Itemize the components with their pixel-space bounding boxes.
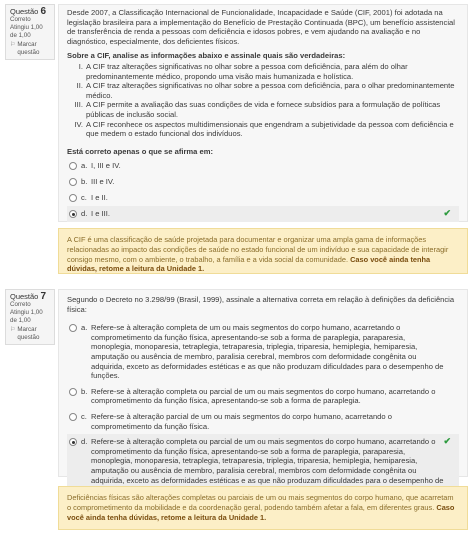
flag-icon: ⚐ (10, 327, 16, 333)
answer-option-c[interactable] (67, 190, 459, 206)
question-intro: Segundo o Decreto no 3.298/99 (Brasil, 1999), assinale a alternativa correta em relação à definições da deficiência física: (67, 295, 455, 314)
option-text: I e III. (91, 209, 110, 219)
question-number-value: 7 (40, 291, 47, 302)
question-stem: Está correto apenas o que se afirma em: (67, 146, 214, 156)
statement-number: III. (74, 100, 83, 110)
statement-text: A CIF permite a avaliação das suas condições de vida e fornece subsídios para a formulação de políticas públicas de inclusão social. (86, 100, 441, 119)
question-content (58, 289, 468, 485)
option-text: Refere-se à alteração completa ou parcial de um ou mais segmentos do corpo humano, acarretando o comprometimento da função física, apresentando-se sob a forma de paraplegia. (91, 386, 436, 406)
option-letter: c. (81, 411, 87, 421)
statement-item (67, 100, 459, 119)
answer-option-a[interactable] (67, 320, 459, 384)
radio-button-selected[interactable] (69, 438, 77, 446)
question-prompt: Sobre a CIF, analise as informações abaixo e assinale quais são verdadeiras: (67, 51, 346, 61)
feedback-text: A CIF é uma classificação de saúde projetada para documentar e organizar uma ampla gama de informações relacionadas ao impacto das condições de saúde no estado funcional de um indivíduo e sua capacidade de interagir consigo mesmo, com o ambiente, o trabalho, a família e a vida social da comunidade. (67, 235, 449, 264)
feedback-box (58, 228, 468, 274)
question-label: Questão (10, 7, 39, 16)
option-text: I, III e IV. (91, 161, 121, 171)
question-score: Atingiu 1,00 de 1,00 (10, 24, 43, 39)
question-info (5, 4, 55, 60)
statement-item (67, 120, 459, 139)
flag-question-link[interactable] (10, 326, 50, 342)
flag-question-link[interactable] (10, 41, 50, 57)
feedback-emphasis: Caso você ainda tenha dúvidas, retome a leitura da Unidade 1. (67, 254, 431, 274)
question-number-value: 6 (40, 6, 47, 17)
option-letter: b. (81, 386, 88, 396)
option-letter: d. (81, 209, 88, 219)
question-label: Questão (10, 292, 39, 301)
option-text: Refere-se à alteração completa de um ou mais segmentos do corpo humano, acarretando o comprometimento da função física, apresentando-se sob a forma de paraplegia, paraparesia, monoplegia, monoparesia, tetraplegia, tetraparesia, triplegia, triparesia, hemiplegia, hemiparesia, amputação ou ausência de membro, paralisia cerebral, membros com deformidade congênita ou adquirida, exceto as deformidades estéticas e as que não produzam dificuldades para o desempenho de funções. (91, 323, 444, 381)
option-letter: c. (81, 193, 87, 203)
option-letter: a. (81, 161, 88, 171)
option-text: Refere-se à alteração parcial de um ou mais segmentos do corpo humano, acarretando o comprometimento da função física. (91, 411, 392, 431)
statement-number: II. (76, 81, 83, 91)
feedback-text: Deficiências físicas são alterações completas ou parciais de um ou mais segmentos do corpo humano, que acarretam o comprometimento da mobilidade e da coordenação geral, podendo também afetar a fala, em diferentes graus. (67, 493, 454, 512)
statement-text: A CIF traz alterações significativas no olhar sobre a pessoa com deficiência, para o olhar predominantemente médico. (86, 81, 455, 100)
answer-option-b[interactable] (67, 174, 459, 190)
question-number (10, 8, 50, 16)
correct-check-icon: ✔ (443, 208, 451, 219)
option-letter: b. (81, 177, 88, 187)
option-letter: a. (81, 323, 88, 333)
statement-item (67, 62, 459, 81)
feedback-box (58, 486, 468, 530)
radio-button-selected[interactable] (69, 210, 77, 218)
flag-icon: ⚐ (10, 42, 16, 48)
answer-option-c[interactable] (67, 409, 459, 434)
question-intro: Desde 2007, a Classificação Internacional de Funcionalidade, Incapacidade e Saúde (CIF, 2001) foi adotada na legislação brasileira para a implementação do Benefício de Prestação Continuada (BPC), um benefício assistencial de transferência de renda a pessoas com deficiência e idosos pobres, e vem ajudando na avaliação e no diagnóstico, especialmente, dos deficientes físicos. (67, 8, 455, 46)
radio-button[interactable] (69, 413, 77, 421)
question-status: Correto (10, 301, 31, 308)
flag-label: Marcar questão (17, 326, 40, 341)
answer-option-d[interactable] (67, 206, 459, 222)
question-content (58, 4, 468, 222)
question-info (5, 289, 55, 345)
radio-button[interactable] (69, 324, 77, 332)
radio-button[interactable] (69, 388, 77, 396)
statement-text: A CIF reconhece os aspectos multidimensionais que engendram a subjetividade da pessoa com deficiência e que medem o estado funcional dos indivíduos. (86, 119, 454, 139)
statement-number: I. (78, 61, 83, 71)
statement-list (67, 62, 459, 139)
answer-option-b[interactable] (67, 384, 459, 409)
answer-option-a[interactable] (67, 158, 459, 174)
statement-text: A CIF traz alterações significativas no olhar sobre a pessoa com deficiência, para além do olhar predominantemente médico, propondo uma visão mais humanizada e holística. (86, 61, 408, 81)
feedback-emphasis: Caso você ainda tenha dúvidas, retome a leitura da Unidade 1. (67, 502, 455, 522)
radio-button[interactable] (69, 162, 77, 170)
question-status: Correto (10, 16, 31, 23)
question-number (10, 293, 50, 301)
radio-button[interactable] (69, 178, 77, 186)
radio-button[interactable] (69, 194, 77, 202)
flag-label: Marcar questão (17, 41, 40, 56)
correct-check-icon: ✔ (443, 436, 451, 447)
option-text: Refere-se à alteração completa ou parcial de um ou mais segmentos do corpo humano, acarretando o comprometimento da função física, apresentando-se sob a forma de paraplegia, paraparesia, monoplegia, monoparesia, tetraplegia, tetraparesia, triplegia, triparesia, hemiplegia, hemiparesia, amputação ou ausência de membro, paralisia cerebral, membros com deformidade congênita ou adquirida, exceto as deformidades estéticas e as que não produzam dificuldades para o desempenho de (91, 437, 444, 485)
option-text: III e IV. (91, 177, 115, 187)
option-letter: d. (81, 437, 88, 447)
statement-number: IV. (74, 119, 83, 129)
question-score: Atingiu 1,00 de 1,00 (10, 309, 43, 324)
statement-item (67, 81, 459, 100)
option-text: I e II. (91, 193, 108, 203)
